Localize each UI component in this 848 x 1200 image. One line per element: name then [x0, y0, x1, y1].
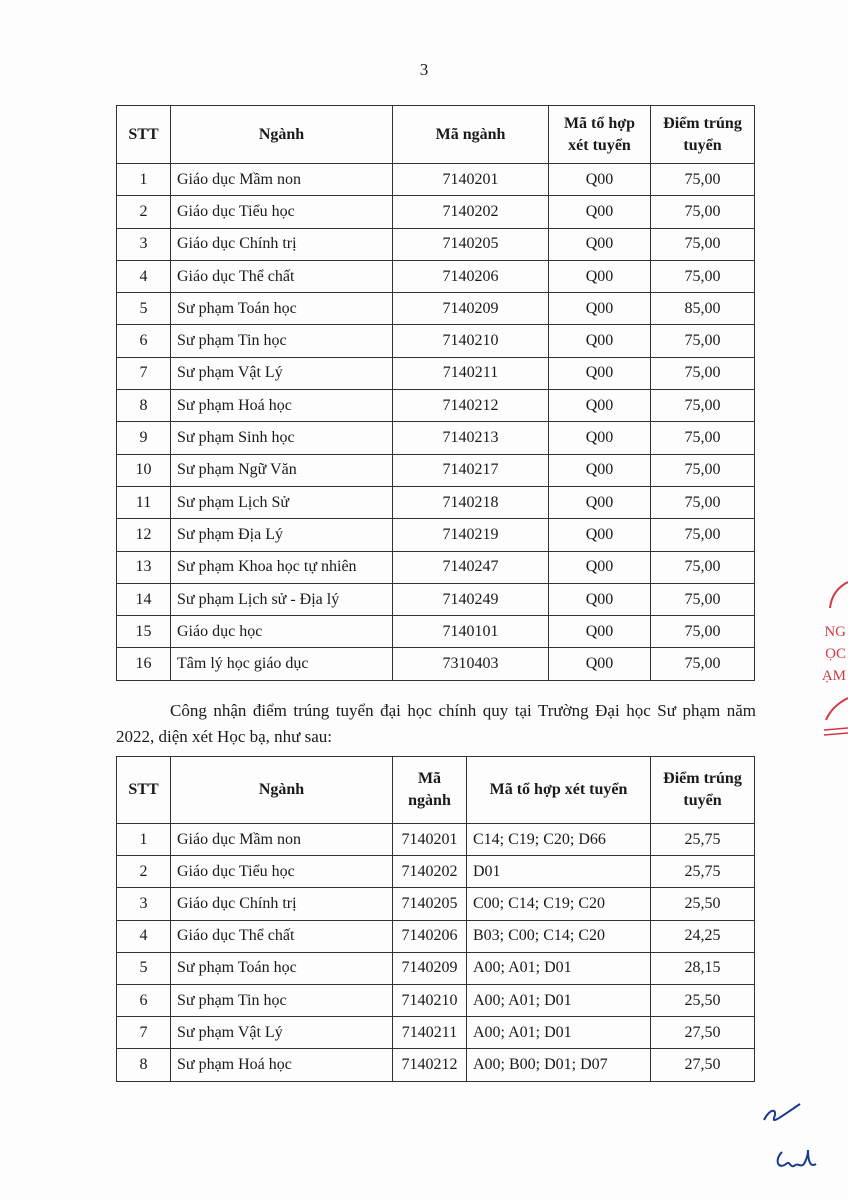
cell-to-hop: Q00 — [549, 583, 651, 615]
cell-to-hop: Q00 — [549, 648, 651, 680]
table-row — [117, 390, 755, 422]
cell-diem: 75,00 — [651, 422, 755, 454]
cell-diem: 75,00 — [651, 648, 755, 680]
cell-nganh: Giáo dục Tiểu học — [171, 196, 393, 228]
header-ma-nganh: Mã ngành — [393, 106, 549, 164]
cell-stt: 13 — [117, 551, 171, 583]
cell-to-hop: Q00 — [549, 196, 651, 228]
cell-to-hop: Q00 — [549, 551, 651, 583]
seal-text-line: ẠM — [821, 668, 846, 684]
table-row — [117, 1017, 755, 1049]
table-row — [117, 648, 755, 680]
table-row — [117, 952, 755, 984]
cell-stt: 9 — [117, 422, 171, 454]
cell-nganh: Giáo dục học — [171, 616, 393, 648]
cell-nganh: Sư phạm Tin học — [171, 984, 393, 1016]
cell-ma-nganh: 7140211 — [393, 357, 549, 389]
official-seal-fragment — [814, 580, 848, 740]
cell-diem: 25,75 — [651, 856, 755, 888]
cell-nganh: Sư phạm Toán học — [171, 952, 393, 984]
cell-nganh: Sư phạm Vật Lý — [171, 1017, 393, 1049]
header-nganh: Ngành — [171, 106, 393, 164]
cell-to-hop: C14; C19; C20; D66 — [467, 824, 651, 856]
cell-ma-nganh: 7140101 — [393, 616, 549, 648]
cell-to-hop: Q00 — [549, 293, 651, 325]
table-row — [117, 824, 755, 856]
cell-diem: 27,50 — [651, 1049, 755, 1081]
cell-diem: 75,00 — [651, 486, 755, 518]
cell-ma-nganh: 7140212 — [393, 1049, 467, 1081]
cell-diem: 85,00 — [651, 293, 755, 325]
cell-ma-nganh: 7140217 — [393, 454, 549, 486]
cell-nganh: Giáo dục Chính trị — [171, 888, 393, 920]
seal-text-line: NG — [824, 624, 846, 640]
cell-ma-nganh: 7140213 — [393, 422, 549, 454]
cell-nganh: Sư phạm Sinh học — [171, 422, 393, 454]
cell-nganh: Giáo dục Thể chất — [171, 260, 393, 292]
cell-to-hop: Q00 — [549, 390, 651, 422]
cell-diem: 75,00 — [651, 390, 755, 422]
table-row — [117, 260, 755, 292]
cell-stt: 3 — [117, 888, 171, 920]
cell-ma-nganh: 7140218 — [393, 486, 549, 518]
cell-nganh: Sư phạm Lịch Sử — [171, 486, 393, 518]
seal-text-line: ỌC — [825, 646, 846, 662]
cell-nganh: Sư phạm Toán học — [171, 293, 393, 325]
cell-nganh: Giáo dục Tiểu học — [171, 856, 393, 888]
cell-to-hop: Q00 — [549, 519, 651, 551]
cell-nganh: Tâm lý học giáo dục — [171, 648, 393, 680]
cell-stt: 14 — [117, 583, 171, 615]
cell-diem: 75,00 — [651, 196, 755, 228]
cell-nganh: Giáo dục Thể chất — [171, 920, 393, 952]
cell-diem: 25,75 — [651, 824, 755, 856]
cell-stt: 6 — [117, 325, 171, 357]
cell-to-hop: A00; B00; D01; D07 — [467, 1049, 651, 1081]
table-row — [117, 196, 755, 228]
table-row — [117, 984, 755, 1016]
signature-icon — [772, 1142, 822, 1176]
cell-diem: 24,25 — [651, 920, 755, 952]
header-stt: STT — [117, 757, 171, 824]
cell-diem: 75,00 — [651, 260, 755, 292]
cell-ma-nganh: 7140210 — [393, 984, 467, 1016]
cell-ma-nganh: 7140201 — [393, 824, 467, 856]
cell-diem: 75,00 — [651, 583, 755, 615]
table-row — [117, 551, 755, 583]
cell-to-hop: Q00 — [549, 616, 651, 648]
cell-to-hop: Q00 — [549, 357, 651, 389]
cell-ma-nganh: 7140209 — [393, 952, 467, 984]
cell-stt: 4 — [117, 920, 171, 952]
table-row — [117, 293, 755, 325]
table-header-row — [117, 106, 755, 164]
cell-ma-nganh: 7140205 — [393, 228, 549, 260]
header-diem: Điểm trúng tuyển — [651, 106, 755, 164]
cell-diem: 25,50 — [651, 984, 755, 1016]
cell-to-hop: Q00 — [549, 228, 651, 260]
cell-ma-nganh: 7140205 — [393, 888, 467, 920]
cell-to-hop: A00; A01; D01 — [467, 1017, 651, 1049]
table-row — [117, 486, 755, 518]
cell-stt: 11 — [117, 486, 171, 518]
cell-nganh: Sư phạm Địa Lý — [171, 519, 393, 551]
page-number: 3 — [419, 60, 429, 79]
cell-to-hop: Q00 — [549, 260, 651, 292]
cell-stt: 8 — [117, 1049, 171, 1081]
cell-to-hop: A00; A01; D01 — [467, 984, 651, 1016]
cell-diem: 28,15 — [651, 952, 755, 984]
table-row — [117, 164, 755, 196]
cell-nganh: Sư phạm Vật Lý — [171, 357, 393, 389]
cell-stt: 6 — [117, 984, 171, 1016]
cell-ma-nganh: 7140219 — [393, 519, 549, 551]
table-row — [117, 454, 755, 486]
cell-diem: 75,00 — [651, 616, 755, 648]
table-row — [117, 856, 755, 888]
cell-ma-nganh: 7140210 — [393, 325, 549, 357]
cell-ma-nganh: 7140247 — [393, 551, 549, 583]
cell-ma-nganh: 7310403 — [393, 648, 549, 680]
cell-diem: 75,00 — [651, 357, 755, 389]
cell-stt: 5 — [117, 293, 171, 325]
header-nganh: Ngành — [171, 757, 393, 824]
cell-nganh: Sư phạm Lịch sử - Địa lý — [171, 583, 393, 615]
cell-stt: 2 — [117, 196, 171, 228]
cell-stt: 2 — [117, 856, 171, 888]
cell-to-hop: B03; C00; C14; C20 — [467, 920, 651, 952]
table-row — [117, 583, 755, 615]
header-to-hop: Mã tổ hợp xét tuyển — [467, 757, 651, 824]
cell-to-hop: Q00 — [549, 164, 651, 196]
cell-stt: 16 — [117, 648, 171, 680]
cell-nganh: Giáo dục Chính trị — [171, 228, 393, 260]
cell-ma-nganh: 7140209 — [393, 293, 549, 325]
cell-to-hop: A00; A01; D01 — [467, 952, 651, 984]
cell-stt: 15 — [117, 616, 171, 648]
cell-ma-nganh: 7140202 — [393, 196, 549, 228]
cell-stt: 1 — [117, 824, 171, 856]
table-row — [117, 888, 755, 920]
cell-stt: 4 — [117, 260, 171, 292]
cell-stt: 8 — [117, 390, 171, 422]
q00-admission-table — [116, 105, 755, 681]
header-ma-nganh: Mã ngành — [393, 757, 467, 824]
cell-diem: 27,50 — [651, 1017, 755, 1049]
cell-to-hop: C00; C14; C19; C20 — [467, 888, 651, 920]
cell-to-hop: Q00 — [549, 486, 651, 518]
table-row — [117, 616, 755, 648]
cell-nganh: Sư phạm Hoá học — [171, 390, 393, 422]
cell-nganh: Sư phạm Ngữ Văn — [171, 454, 393, 486]
header-to-hop: Mã tổ hợp xét tuyển — [549, 106, 651, 164]
cell-nganh: Sư phạm Hoá học — [171, 1049, 393, 1081]
cell-ma-nganh: 7140212 — [393, 390, 549, 422]
cell-nganh: Giáo dục Mầm non — [171, 824, 393, 856]
cell-nganh: Giáo dục Mầm non — [171, 164, 393, 196]
cell-nganh: Sư phạm Tin học — [171, 325, 393, 357]
table-row — [117, 422, 755, 454]
cell-stt: 7 — [117, 1017, 171, 1049]
cell-diem: 75,00 — [651, 454, 755, 486]
header-diem: Điểm trúng tuyển — [651, 757, 755, 824]
table-row — [117, 519, 755, 551]
cell-stt: 1 — [117, 164, 171, 196]
cell-ma-nganh: 7140201 — [393, 164, 549, 196]
cell-to-hop: Q00 — [549, 454, 651, 486]
cell-diem: 25,50 — [651, 888, 755, 920]
intro-paragraph: Công nhận điểm trúng tuyển đại học chính quy tại Trường Đại học Sư phạm năm 2022, diện xét Học bạ, như sau: — [116, 701, 756, 746]
header-stt: STT — [117, 106, 171, 164]
table-row — [117, 920, 755, 952]
cell-nganh: Sư phạm Khoa học tự nhiên — [171, 551, 393, 583]
cell-ma-nganh: 7140206 — [393, 920, 467, 952]
cell-diem: 75,00 — [651, 228, 755, 260]
cell-stt: 12 — [117, 519, 171, 551]
table-row — [117, 228, 755, 260]
cell-ma-nganh: 7140202 — [393, 856, 467, 888]
cell-ma-nganh: 7140249 — [393, 583, 549, 615]
cell-diem: 75,00 — [651, 164, 755, 196]
table-row — [117, 1049, 755, 1081]
cell-diem: 75,00 — [651, 519, 755, 551]
cell-to-hop: Q00 — [549, 422, 651, 454]
initial-mark-icon — [756, 1098, 806, 1128]
table-row — [117, 325, 755, 357]
cell-stt: 7 — [117, 357, 171, 389]
cell-stt: 5 — [117, 952, 171, 984]
table-header-row — [117, 757, 755, 824]
table-row — [117, 357, 755, 389]
cell-ma-nganh: 7140206 — [393, 260, 549, 292]
cell-stt: 10 — [117, 454, 171, 486]
cell-to-hop: D01 — [467, 856, 651, 888]
cell-ma-nganh: 7140211 — [393, 1017, 467, 1049]
cell-diem: 75,00 — [651, 325, 755, 357]
cell-diem: 75,00 — [651, 551, 755, 583]
cell-stt: 3 — [117, 228, 171, 260]
cell-to-hop: Q00 — [549, 325, 651, 357]
hoc-ba-admission-table — [116, 756, 755, 1082]
